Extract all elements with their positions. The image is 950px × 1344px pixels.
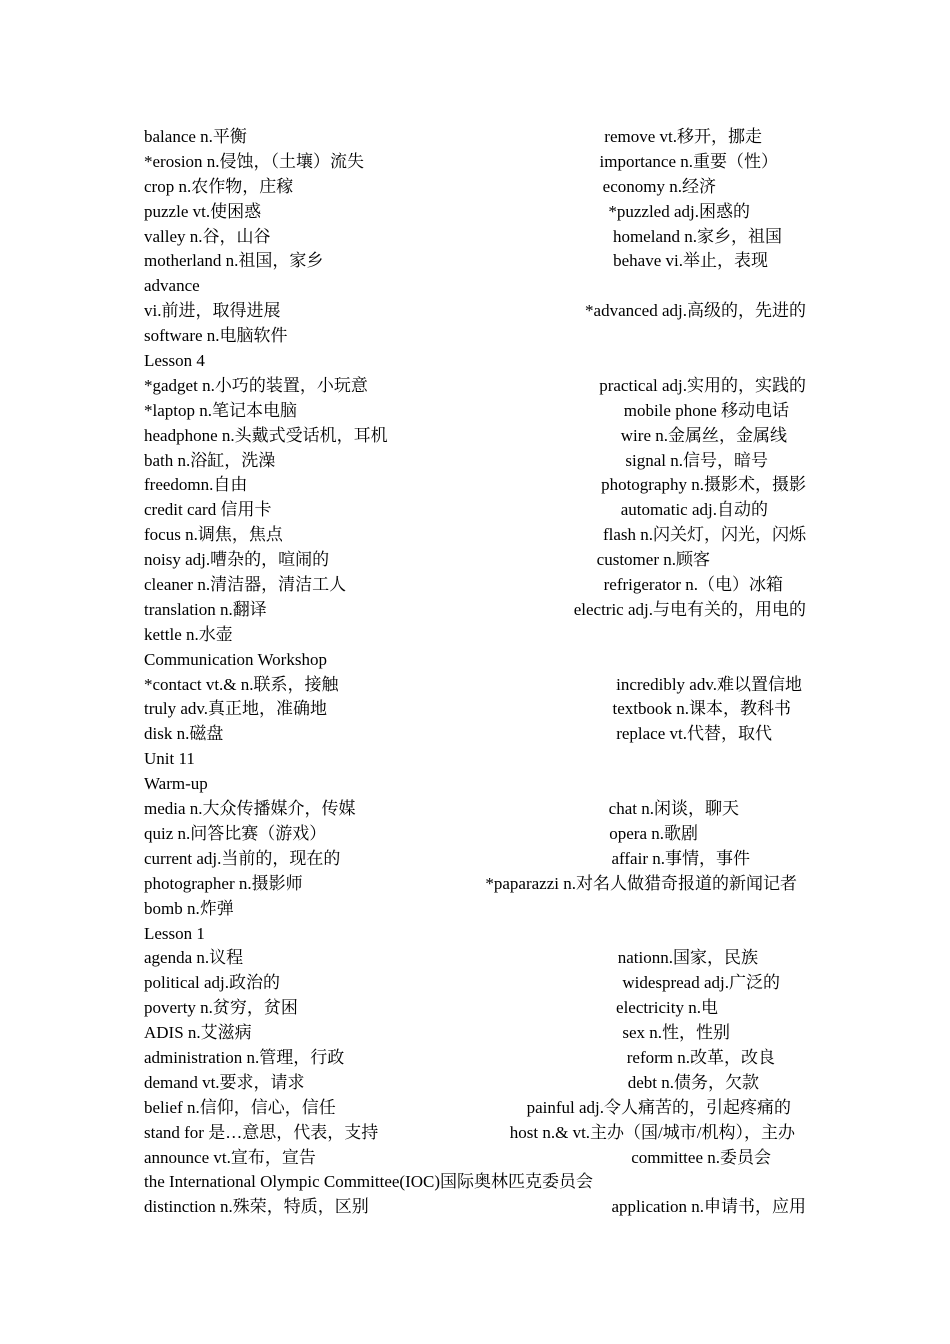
vocab-line <box>144 722 806 747</box>
vocab-entry-left: headphone n.头戴式受话机，耳机 <box>144 425 388 445</box>
vocab-entry-left: truly adv.真正地，准确地 <box>144 699 328 719</box>
vocab-entry-right: *advanced adj.高级的，先进的 <box>585 301 806 321</box>
vocab-entry-right: sex n.性，性别 <box>622 1023 730 1043</box>
vocab-line <box>144 922 806 947</box>
vocab-line <box>144 1046 806 1071</box>
vocab-line <box>144 697 806 722</box>
vocab-entry-right: homeland n.家乡，祖国 <box>612 226 782 246</box>
vocab-line <box>144 1096 806 1121</box>
vocab-entry-right: electric adj.与电有关的，用电的 <box>573 599 806 619</box>
vocab-entry-left: stand for 是…意思，代表，支持 <box>144 1122 379 1142</box>
vocab-line <box>144 772 806 797</box>
vocab-line <box>144 1121 806 1146</box>
vocab-line <box>144 125 806 150</box>
vocab-entry-right: textbook n.课本，教科书 <box>612 699 791 719</box>
vocab-entry-left: Lesson 4 <box>144 351 205 371</box>
vocab-line <box>144 150 806 175</box>
vocab-entry-right: incredibly adv.难以置信地 <box>616 674 802 694</box>
vocab-line <box>144 1021 806 1046</box>
vocab-entry-right: opera n.歌剧 <box>609 823 698 843</box>
vocab-entry-left: administration n.管理，行政 <box>144 1047 345 1067</box>
vocab-entry-left: ADIS n.艾滋病 <box>144 1023 252 1043</box>
vocab-entry-left: credit card 信用卡 <box>144 500 272 520</box>
vocab-line <box>144 598 806 623</box>
vocab-entry-left: belief n.信仰，信心，信任 <box>144 1097 336 1117</box>
vocab-entry-right: chat n.闲谈，聊天 <box>608 799 739 819</box>
vocab-entry-right: mobile phone 移动电话 <box>623 400 789 420</box>
vocab-entry-left: bomb n.炸弹 <box>144 898 234 918</box>
vocab-entry-left: quiz n.问答比赛（游戏） <box>144 823 327 843</box>
vocab-line <box>144 225 806 250</box>
vocab-entry-right: affair n.事情，事件 <box>611 848 750 868</box>
vocab-line <box>144 797 806 822</box>
vocab-line <box>144 473 806 498</box>
vocab-entry-left: puzzle vt.使困惑 <box>144 201 262 221</box>
vocab-entry-left: Communication Workshop <box>144 649 327 669</box>
vocab-line <box>144 374 806 399</box>
vocab-entry-left: *gadget n.小巧的装置，小玩意 <box>144 375 368 395</box>
vocab-line <box>144 324 806 349</box>
vocab-line <box>144 847 806 872</box>
vocab-line <box>144 424 806 449</box>
vocab-line <box>144 449 806 474</box>
vocab-entry-left: vi.前进，取得进展 <box>144 301 281 321</box>
vocab-entry-left: kettle n.水壶 <box>144 624 233 644</box>
vocab-entry-right: signal n.信号，暗号 <box>625 450 768 470</box>
vocab-entry-left: announce vt.宣布，宣告 <box>144 1147 316 1167</box>
vocab-entry-right: wire n.金属丝，金属线 <box>620 425 787 445</box>
vocab-entry-left: freedomn.自由 <box>144 475 248 495</box>
vocab-line <box>144 623 806 648</box>
vocab-entry-right: painful adj.令人痛苦的，引起疼痛的 <box>526 1097 791 1117</box>
vocab-entry-left: current adj.当前的，现在的 <box>144 848 341 868</box>
vocab-entry-left: translation n.翻译 <box>144 599 267 619</box>
vocab-entry-left: demand vt.要求，请求 <box>144 1072 305 1092</box>
vocab-line <box>144 399 806 424</box>
vocab-entry-left: agenda n.议程 <box>144 948 244 968</box>
vocab-entry-left: valley n.谷，山谷 <box>144 226 271 246</box>
vocab-entry-left: cleaner n.清洁器，清洁工人 <box>144 575 347 595</box>
vocab-entry-left: software n.电脑软件 <box>144 326 288 346</box>
vocab-entry-left: *laptop n.笔记本电脑 <box>144 400 297 420</box>
vocab-entry-left: photographer n.摄影师 <box>144 873 303 893</box>
vocab-entry-right: refrigerator n.（电）冰箱 <box>603 575 783 595</box>
vocab-line <box>144 1195 806 1220</box>
vocab-entry-left: motherland n.祖国，家乡 <box>144 251 324 271</box>
vocab-line <box>144 971 806 996</box>
vocab-entry-right: remove vt.移开，挪走 <box>604 127 762 146</box>
vocab-line <box>144 200 806 225</box>
vocab-entry-right: practical adj.实用的，实践的 <box>599 375 806 395</box>
vocab-entry-left: disk n.磁盘 <box>144 724 224 744</box>
vocab-entry-right: application n.申请书，应用 <box>611 1197 806 1217</box>
vocab-entry-left: distinction n.殊荣，特质，区别 <box>144 1197 369 1217</box>
vocab-entry-left: crop n.农作物，庄稼 <box>144 176 294 196</box>
vocab-entry-left: poverty n.贫穷，贫困 <box>144 998 298 1018</box>
vocab-line <box>144 548 806 573</box>
vocab-line <box>144 498 806 523</box>
vocab-line <box>144 299 806 324</box>
vocab-entry-left: the International Olympic Committee(IOC)国际奥林匹克委员会 <box>144 1172 594 1192</box>
vocab-line <box>144 822 806 847</box>
vocab-line <box>144 1071 806 1096</box>
vocab-line <box>144 648 806 673</box>
vocab-entry-right: behave vi.举止，表现 <box>613 251 768 271</box>
vocab-line <box>144 274 806 299</box>
vocab-line <box>144 996 806 1021</box>
vocab-line <box>144 349 806 374</box>
vocab-entry-right: customer n.顾客 <box>596 550 710 570</box>
vocab-line <box>144 673 806 698</box>
vocab-entry-left: Warm-up <box>144 774 208 794</box>
vocab-entry-right: replace vt.代替，取代 <box>616 724 772 744</box>
vocab-entry-right: importance n.重要（性） <box>599 151 778 171</box>
vocab-entry-left: media n.大众传播媒介，传媒 <box>144 799 356 819</box>
vocab-entry-left: noisy adj.嘈杂的，喧闹的 <box>144 550 330 570</box>
vocabulary-list <box>144 125 806 1220</box>
vocab-entry-left: bath n.浴缸，洗澡 <box>144 450 276 470</box>
vocab-entry-left: political adj.政治的 <box>144 973 280 993</box>
vocab-entry-right: *paparazzi n.对名人做猎奇报道的新闻记者 <box>485 873 797 893</box>
vocab-entry-left: Lesson 1 <box>144 923 205 943</box>
vocab-entry-right: committee n.委员会 <box>631 1147 771 1167</box>
vocab-entry-left: balance n.平衡 <box>144 127 247 146</box>
vocab-line <box>144 747 806 772</box>
vocab-line <box>144 897 806 922</box>
vocab-line <box>144 523 806 548</box>
vocab-entry-left: *contact vt.& n.联系，接触 <box>144 674 339 694</box>
vocab-line <box>144 249 806 274</box>
vocab-line <box>144 1170 806 1195</box>
vocab-entry-right: nationn.国家，民族 <box>617 948 758 968</box>
vocab-entry-right: debt n.债务，欠款 <box>627 1072 759 1092</box>
vocab-line <box>144 946 806 971</box>
vocab-entry-right: host n.& vt.主办（国/城市/机构），主办 <box>509 1122 795 1142</box>
vocab-entry-left: Unit 11 <box>144 749 195 769</box>
vocab-line <box>144 872 806 897</box>
vocab-entry-right: *puzzled adj.困惑的 <box>608 201 750 221</box>
vocab-entry-left: focus n.调焦，焦点 <box>144 525 283 545</box>
vocab-entry-left: *erosion n.侵蚀，（土壤）流失 <box>144 151 365 171</box>
vocab-entry-right: reform n.改革，改良 <box>626 1047 775 1067</box>
vocab-entry-right: economy n.经济 <box>602 176 716 196</box>
vocab-entry-right: widespread adj.广泛的 <box>622 973 780 993</box>
vocab-line <box>144 573 806 598</box>
vocab-line <box>144 175 806 200</box>
vocab-entry-left: advance <box>144 276 200 296</box>
vocab-entry-right: automatic adj.自动的 <box>620 500 768 520</box>
vocab-line <box>144 1146 806 1171</box>
vocab-entry-right: photography n.摄影术，摄影 <box>601 475 806 495</box>
vocab-entry-right: flash n.闪关灯，闪光，闪烁 <box>602 525 806 545</box>
vocab-entry-right: electricity n.电 <box>616 998 718 1018</box>
